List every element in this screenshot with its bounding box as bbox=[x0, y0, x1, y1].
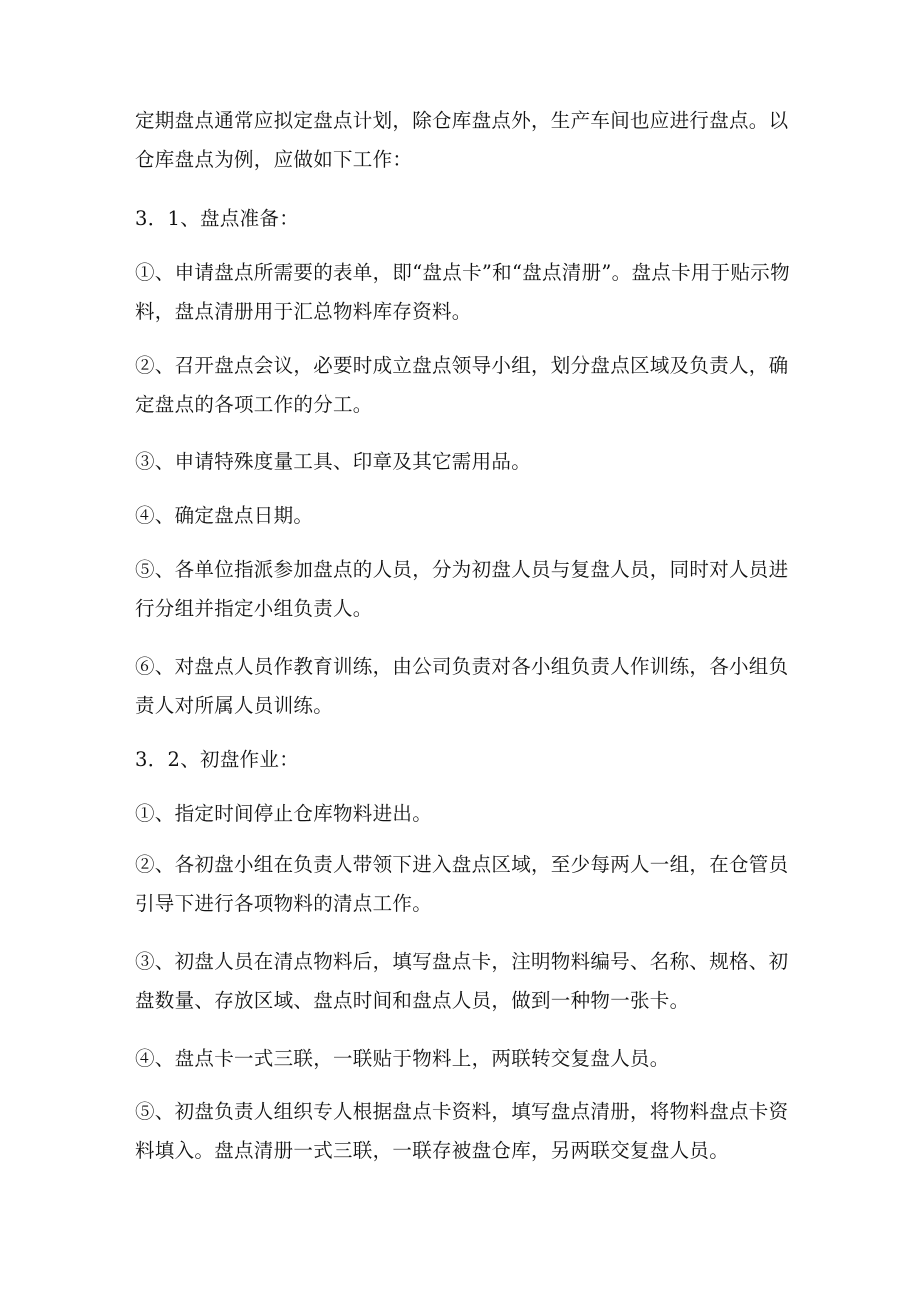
list-item-initial-4: ④、盘点卡一式三联，一联贴于物料上，两联转交复盘人员。 bbox=[135, 1047, 670, 1070]
list-item-initial-3: ③、初盘人员在清点物料后，填写盘点卡，注明物料编号、名称、规格、初盘数量、存放区域、盘点时间和盘点人员，做到一种物一张卡。 bbox=[135, 950, 789, 1012]
list-item-initial-2: ②、各初盘小组在负责人带领下进入盘点区域，至少每两人一组，在仓管员引导下进行各项物料的清点工作。 bbox=[135, 853, 789, 915]
list-item-prep-1: ①、申请盘点所需要的表单，即“盘点卡”和“盘点清册”。盘点卡用于贴示物料，盘点清册用于汇总物料库存资料。 bbox=[135, 261, 790, 323]
list-item-prep-2: ②、召开盘点会议，必要时成立盘点领导小组，划分盘点区域及负责人，确定盘点的各项工作的分工。 bbox=[135, 354, 789, 416]
section-heading-3-1: 3．1、盘点准备： bbox=[135, 207, 300, 230]
list-item-prep-3: ③、申请特殊度量工具、印章及其它需用品。 bbox=[135, 450, 532, 473]
list-item-prep-4: ④、确定盘点日期。 bbox=[135, 504, 314, 527]
section-heading-3-2: 3．2、初盘作业： bbox=[135, 748, 300, 771]
list-item-prep-6: ⑥、对盘点人员作教育训练，由公司负责对各小组负责人作训练，各小组负责人对所属人员训练。 bbox=[135, 655, 789, 717]
intro-paragraph: 定期盘点通常应拟定盘点计划，除仓库盘点外，生产车间也应进行盘点。以仓库盘点为例，应做如下工作： bbox=[135, 109, 789, 171]
list-item-initial-5: ⑤、初盘负责人组织专人根据盘点卡资料，填写盘点清册，将物料盘点卡资料填入。盘点清册一式三联，一联存被盘仓库，另两联交复盘人员。 bbox=[135, 1100, 789, 1162]
list-item-initial-1: ①、指定时间停止仓库物料进出。 bbox=[135, 802, 433, 825]
list-item-prep-5: ⑤、各单位指派参加盘点的人员，分为初盘人员与复盘人员，同时对人员进行分组并指定小组负责人。 bbox=[135, 558, 789, 620]
